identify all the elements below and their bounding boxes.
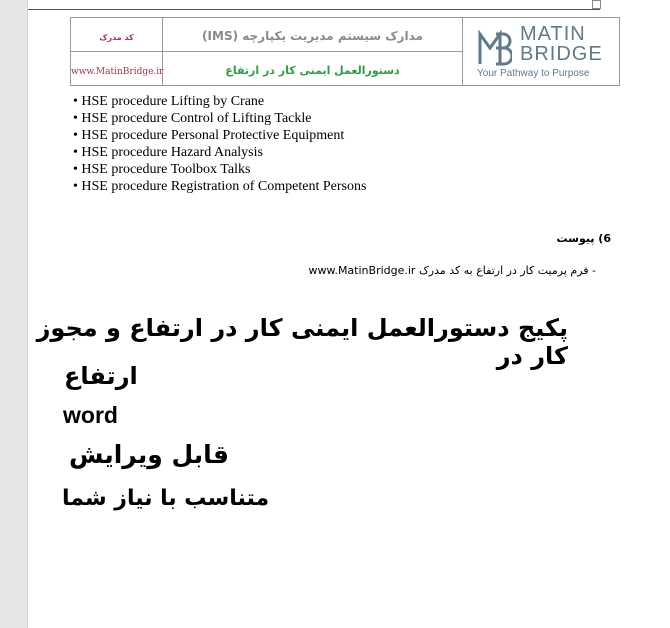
- document-code-label: کد مدرک: [99, 33, 134, 42]
- site-cell: [71, 52, 163, 86]
- site-url: www.MatinBridge.ir: [71, 67, 164, 77]
- mb-monogram-icon: [476, 28, 512, 68]
- resize-handle[interactable]: [592, 0, 601, 9]
- promo-line-1: پکیج دستورالعمل ایمنی کار در ارتفاع و مجوز کار در: [36, 314, 568, 370]
- logo-tagline: Your Pathway to Purpose: [477, 67, 590, 79]
- document-header-table: [70, 17, 620, 86]
- page-top-border: [28, 9, 600, 10]
- document-title: مدارک سیستم مدیریت یکپارچه (IMS): [202, 29, 423, 43]
- list-item: • HSE procedure Control of Lifting Tackle: [73, 110, 366, 127]
- list-item: • HSE procedure Toolbox Talks: [73, 161, 366, 178]
- list-item: • HSE procedure Lifting by Crane: [73, 93, 366, 110]
- logo-word-matin: MATIN: [520, 22, 586, 45]
- promo-line-3: word: [63, 402, 118, 428]
- subtitle-cell: [163, 52, 463, 86]
- logo-word-bridge: BRIDGE: [520, 42, 603, 65]
- list-item: • HSE procedure Personal Protective Equipment: [73, 127, 366, 144]
- title-cell: [163, 18, 463, 52]
- code-label-cell: [71, 18, 163, 52]
- matin-bridge-logo: [463, 20, 619, 84]
- promo-line-5: متناسب با نیاز شما: [62, 486, 270, 511]
- reference-list: [73, 93, 366, 195]
- promo-line-2: ارتفاع: [64, 362, 138, 390]
- list-item: • HSE procedure Registration of Competent Persons: [73, 178, 366, 195]
- promo-line-4: قابل ویرایش: [69, 440, 229, 469]
- document-subtitle: دستورالعمل ایمنی کار در ارتفاع: [225, 64, 400, 77]
- list-item: • HSE procedure Hazard Analysis: [73, 144, 366, 161]
- appendix-item: - فرم پرمیت کار در ارتفاع به کد مدرک www.MatinBridge.ir: [308, 264, 596, 277]
- logo-cell: [463, 18, 620, 86]
- appendix-heading: 6) پیوست: [556, 232, 611, 245]
- document-page: [27, 0, 670, 628]
